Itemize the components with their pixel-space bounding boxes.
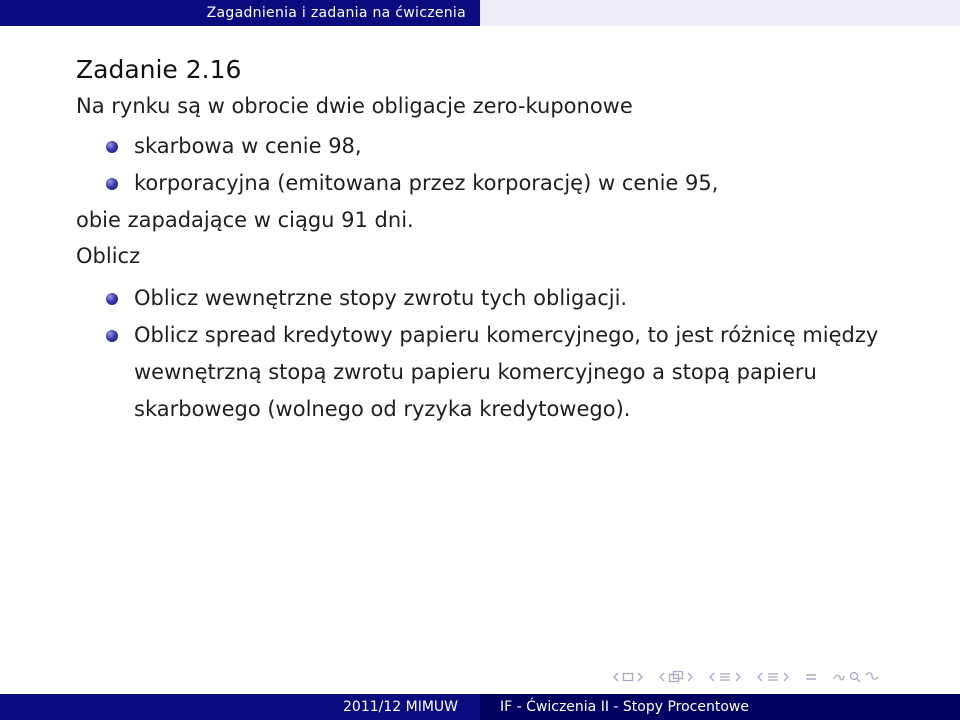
nav-subsection-icon[interactable] bbox=[658, 670, 694, 684]
list-item bbox=[76, 280, 936, 317]
maturity-text: obie zapadające w ciągu 91 dni. bbox=[76, 208, 414, 232]
footer-institution: 2011/12 MIMUW bbox=[0, 694, 480, 720]
list-item bbox=[76, 317, 936, 428]
footer-bar bbox=[0, 694, 960, 720]
bond-treasury: skarbowa w cenie 98, bbox=[134, 134, 362, 158]
ball-bullet-icon bbox=[106, 141, 118, 153]
ball-bullet-icon bbox=[106, 330, 118, 342]
header-subsection-area bbox=[480, 0, 960, 26]
header-bar bbox=[0, 0, 960, 26]
ball-bullet-icon bbox=[106, 293, 118, 305]
list-item bbox=[76, 165, 936, 202]
nav-frame-icon[interactable] bbox=[612, 671, 644, 683]
task-spread: Oblicz spread kredytowy papieru komercyjnego, to jest różnicę między wewnętrzną stopą zwrotu papieru komercyjnego a stopą papieru skarbowego (wolnego od ryzyka kredytowego). bbox=[134, 323, 879, 421]
nav-search-icon[interactable] bbox=[832, 670, 880, 684]
nav-presentation-icon[interactable] bbox=[756, 671, 790, 683]
task-irr: Oblicz wewnętrzne stopy zwrotu tych obligacji. bbox=[134, 286, 628, 310]
nav-align-icon[interactable] bbox=[804, 671, 818, 683]
slide-body bbox=[76, 52, 936, 428]
navigation-symbols bbox=[612, 668, 890, 686]
compute-label: Oblicz bbox=[76, 244, 141, 268]
header-section-title[interactable]: Zagadnienia i zadania na ćwiczenia bbox=[0, 0, 480, 26]
footer-course-title: IF - Ćwiczenia II - Stopy Procentowe bbox=[480, 694, 960, 720]
frame-title: Zadanie 2.16 bbox=[76, 55, 242, 84]
list-item bbox=[76, 128, 936, 165]
ball-bullet-icon bbox=[106, 178, 118, 190]
nav-section-icon[interactable] bbox=[708, 671, 742, 683]
bond-list bbox=[76, 128, 936, 202]
intro-text: Na rynku są w obrocie dwie obligacje zero-kuponowe bbox=[76, 94, 633, 118]
bond-corporate: korporacyjna (emitowana przez korporację) w cenie 95, bbox=[134, 171, 719, 195]
task-list bbox=[76, 280, 936, 428]
